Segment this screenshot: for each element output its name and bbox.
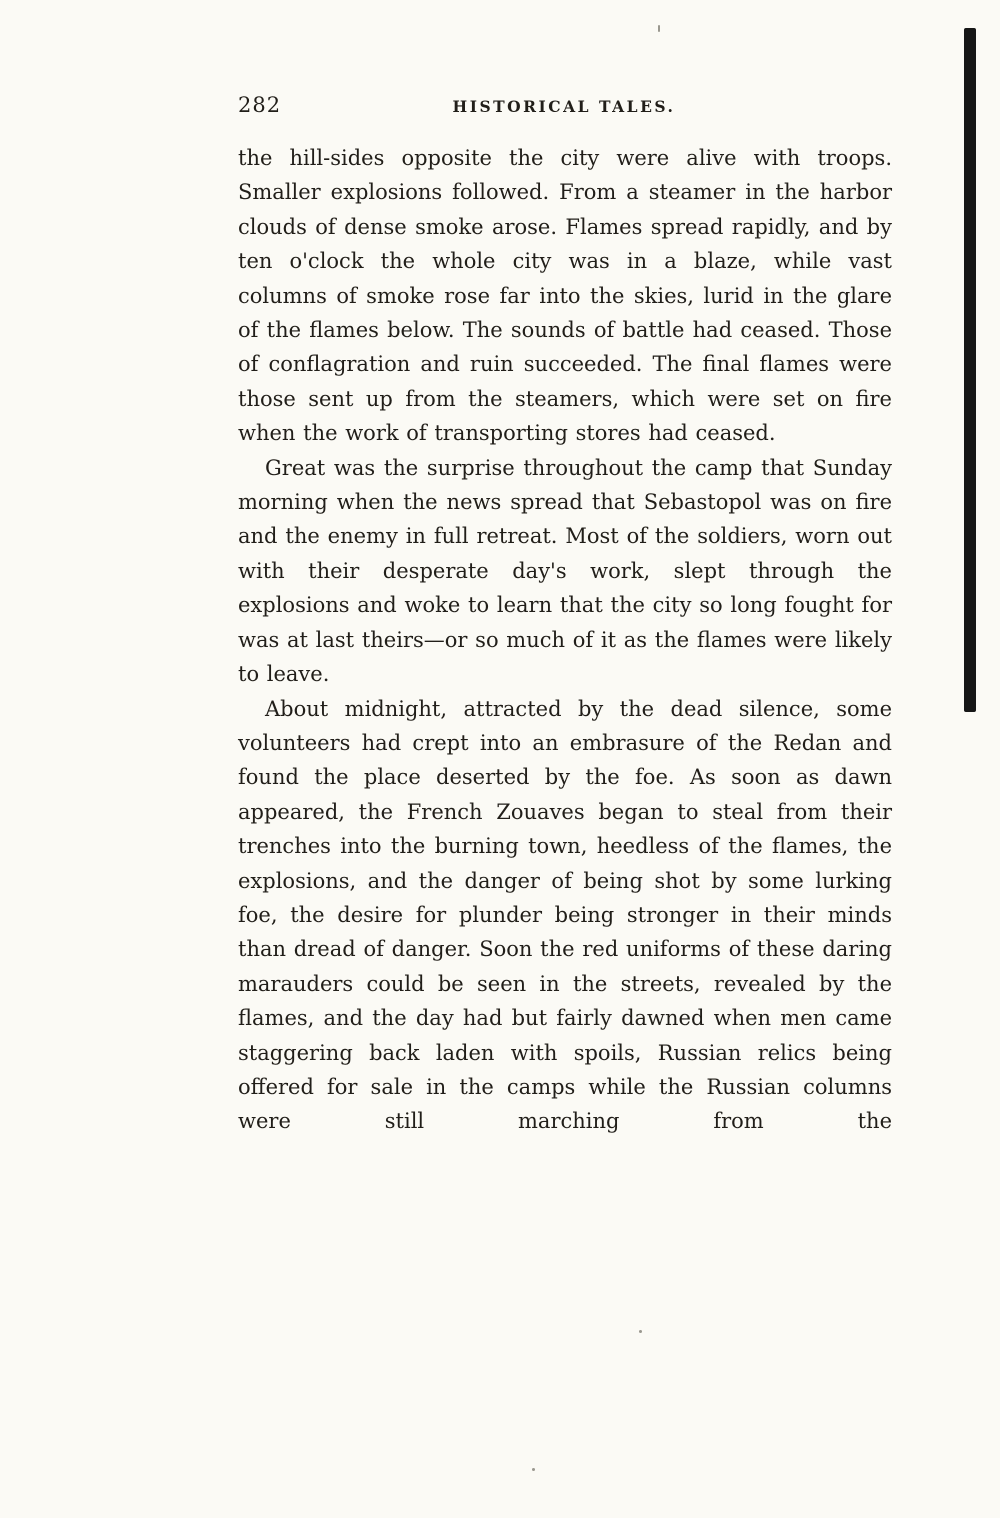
scan-speck xyxy=(639,1330,642,1333)
page-header xyxy=(238,93,890,121)
text-block xyxy=(238,141,892,1139)
paragraph: About midnight, attracted by the dead silence, some volunteers had crept into an embrasure of the Redan and found the place deserted by the foe. As soon as dawn appeared, the French Zouaves began to steal from their trenches into the burning town, heedless of the flames, the explosions, and the danger of being shot by some lurking foe, the desire for plunder being stronger in their minds than dread of danger. Soon the red uniforms of these daring marauders could be seen in the streets, revealed by the flames, and the day had but fairly dawned when men came staggering back laden with spoils, Russian relics being offered for sale in the camps while the Russian columns were still marching from the xyxy=(238,696,892,1134)
paragraph: Great was the surprise throughout the camp that Sunday morning when the news spread that Sebastopol was on fire and the enemy in full retreat. Most of the soldiers, worn out with their desperate day's work, slept through the explosions and woke to learn that the city so long fought for was at last theirs—or so much of it as the flames were likely to leave. xyxy=(238,455,892,687)
scan-speck xyxy=(532,1468,535,1471)
scan-speck xyxy=(658,25,660,32)
page-number: 282 xyxy=(238,93,282,117)
paragraph-continuation: the hill-sides opposite the city were alive with troops. Smaller explosions followed. From a steamer in the harbor clouds of dense smoke arose. Flames spread rapidly, and by ten o'clock the whole city was in a blaze, while vast columns of smoke rose far into the skies, lurid in the glare of the flames below. The sounds of battle had ceased. Those of conflagration and ruin succeeded. The final flames were those sent up from the steamers, which were set on fire when the work of transporting stores had ceased. xyxy=(238,146,892,446)
binding-edge-bar xyxy=(964,28,976,712)
running-title: HISTORICAL TALES. xyxy=(452,97,676,116)
